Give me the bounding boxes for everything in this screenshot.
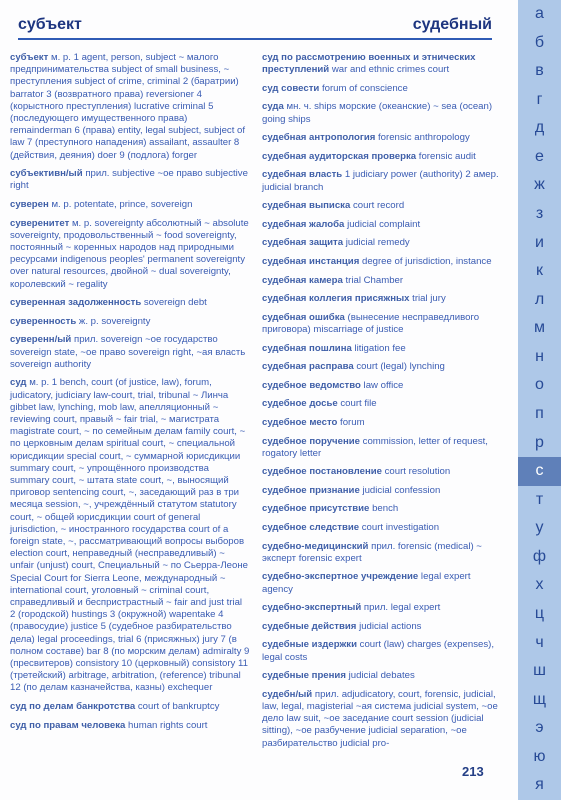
alphabet-tab[interactable]: о [535,376,544,394]
dictionary-entry [262,101,504,125]
entry-definition: degree of jurisdiction, instance [359,255,492,267]
entry-headword: суд по правам человека [10,719,126,731]
entry-definition: прил. subjective ~ое право subjective right [10,168,248,192]
alphabet-tab[interactable]: г [536,90,543,108]
entry-definition: прил. legal expert [361,602,441,614]
entry-definition: ж. р. sovereignty [76,315,151,327]
entry-definition: прил. forensic (medical) ~ эксперт forensic expert [262,540,482,564]
entry-definition: trial jury [409,293,446,305]
entry-headword: субъект [10,52,49,63]
dictionary-entry [262,541,504,565]
entry-definition: court (legal) lynching [353,361,445,373]
entry-definition: м. р. potentate, prince, sovereign [48,199,193,211]
alphabet-tab[interactable]: т [535,490,544,508]
alphabet-tab[interactable]: п [535,405,544,422]
dictionary-entry [262,639,504,663]
dictionary-entry [10,168,250,192]
entry-definition: прил. adjudicatory, court, forensic, judicial, law, legal, magisterial ~ая система judicial system, ~ое дело law suit, ~ое заседание court session (judicial sitting), ~ое разбучение judicial separation, ~ое разбирательство judicial pro- [262,688,498,749]
entry-headword: судебная антропология [262,132,376,144]
entry-headword: суверенитет [10,217,70,229]
entry-definition: прил. sovereign ~ое государство sovereign state, ~ое право sovereign right, ~ая власть sovereign authority [10,334,246,370]
entry-definition: trial Chamber [342,274,404,286]
alphabet-tab[interactable]: в [535,62,544,80]
entry-headword: судебная камера [262,274,343,286]
dictionary-entry [262,522,504,534]
alphabet-tab[interactable]: ф [532,547,547,565]
right-column [262,52,504,756]
dictionary-entry [262,52,504,76]
entry-definition: forensic anthropology [375,132,470,144]
header-last-word: судебный [412,16,492,33]
entry-definition: judicial remedy [343,237,410,249]
alphabet-thumb-index [518,0,561,800]
entry-headword: судебное следствие [262,522,360,534]
entry-definition: forensic audit [416,150,476,162]
alphabet-tab[interactable]: щ [532,690,547,708]
alphabet-tab[interactable]: ю [533,747,546,765]
entry-definition: court of bankruptcy [135,701,220,713]
entry-definition: court resolution [381,466,451,478]
dictionary-entry [262,417,504,429]
entry-definition: м. р. 1 bench, court (of justice, law), forum, judicatory, judiciary law-court, trial, tribunal ~ Линча gibbet law, lynching, mob law, апелляционный ~ reviewing court, правый ~ fair trial, ~ магистрата magistrate court, ~ по семейным делам family court, ~ по церковным делам spiritual court, ~ специальной юрисдикции special court, ~ суммарной юрисдикции summary court, ~ упрощённого производства summary court, ~ штата state court, ~, выносящий приговор sentencing court, ~, заседающий раз в три месяца session, ~, учреждённый статутом statutory court, ~ общей юрисдикции court of general jurisdiction, ~ иностранного государства court of a foreign state, ~, рассматривающий вопросы выборов election court, неправедный (несправедливый) ~ unfair (unjust) court, Специальный ~ по Сьерра-Леоне Special Court for Sierra Leone, международный ~ international court, уголовный ~ criminal court, справедливый и беспристрастный ~ fair and just trial 2 (городской) hustings 3 (окружной) wapentake 4 (правосудие) justice 5 (судебное разбирательство дела) legal proceedings, trial 6 (присяжных) jury 7 (в полном составе) bar 8 (по морским делам) admiralty 9 (пресвитеров) consistory 10 (церковный) consistory 11 (третейский) arbitrage, arbitration, (reference) tribunal 12 (по делам казначейства, казны) exchequer [10,377,250,694]
alphabet-tab[interactable]: р [535,433,544,451]
dictionary-entry [262,689,504,750]
dictionary-entry [10,377,250,694]
alphabet-tab[interactable]: с [518,457,561,486]
entry-definition: forum of conscience [319,82,408,94]
entry-definition: (вынесение несправедливого приговора) miscarriage of justice [262,311,480,335]
dictionary-entry [262,571,504,595]
alphabet-tab[interactable]: б [534,33,545,51]
entry-definition: м. р. 1 agent, person, subject ~ малого предпринимательства subject of small business, ~ преступления subject of crime, criminal 2 (баратрии) barrator 3 (возвратного права) reversioner 4 (корыстного преступления) lucrative criminal 5 (последующего имущественного права) remainderman 6 (права) entity, legal subject, subject of law 7 (преступного нападения) assailant, assaulter 8 (действия, деяния) doer 9 (подлога) forger [10,52,246,161]
entry-headword: судебно-экспертный [262,602,362,614]
dictionary-entry [262,83,504,95]
entry-headword: судебная жалоба [262,218,345,230]
dictionary-entry [262,343,504,355]
dictionary-entry [262,169,504,193]
dictionary-entry [10,297,250,309]
left-column [10,52,250,738]
dictionary-entry [262,151,504,163]
entry-headword: судебная коллегия присяжных [262,293,410,305]
entry-definition: forum [337,416,365,428]
dictionary-entry [262,237,504,249]
entry-definition: judicial complaint [344,218,421,230]
entry-headword: суверенн/ый [10,334,72,346]
entry-headword: суд по рассмотрению военных и этнических преступлений [262,52,476,76]
entry-headword: судебное место [262,416,338,428]
dictionary-entry [10,334,250,371]
entry-definition: court file [337,398,377,410]
alphabet-tab[interactable]: х [535,576,544,594]
dictionary-entry [262,312,504,336]
entry-headword: суверен [10,199,49,211]
alphabet-tab[interactable]: д [534,119,545,137]
dictionary-entry [10,701,250,713]
alphabet-tab[interactable]: м [534,319,545,337]
alphabet-tab[interactable]: у [535,519,544,537]
dictionary-entry [10,52,250,162]
entry-definition: judicial actions [356,620,422,632]
entry-headword: судебная аудиторская проверка [262,150,417,162]
entry-definition: 1 judiciary power (authority) 2 амер. judicial branch [262,169,499,193]
entry-headword: суд по делам банкротства [10,701,136,713]
header-first-word: субъект [18,16,82,33]
dictionary-entry [262,219,504,231]
dictionary-entry [262,503,504,515]
dictionary-entry [10,199,250,211]
entry-headword: судебное присутствие [262,503,370,515]
dictionary-entry [262,132,504,144]
entry-definition: human rights court [125,719,208,731]
entry-definition: war and ethnic crimes court [329,64,450,76]
entry-headword: суда [262,101,284,113]
entry-definition: judicial confession [359,484,441,496]
dictionary-entry [10,720,250,732]
entry-definition: litigation fee [351,342,406,354]
dictionary-entry [262,275,504,287]
entry-definition: commission, letter of request, rogatory letter [262,435,488,459]
entry-headword: суверенность [10,315,77,327]
entry-definition: мн. ч. ships морские (океанские) ~ sea (ocean) going ships [262,101,493,125]
entry-headword: судебная выписка [262,200,351,212]
alphabet-tab[interactable]: ш [533,662,546,680]
dictionary-entry [10,316,250,328]
alphabet-tab[interactable]: н [535,347,544,365]
dictionary-entry [262,485,504,497]
dictionary-entry [262,380,504,392]
entry-headword: судебная расправа [262,361,354,373]
alphabet-tab[interactable]: я [535,776,544,794]
entry-headword: судебн/ый [262,688,313,700]
entry-definition: court (law) charges (expenses), legal costs [262,639,495,663]
dictionary-entry [262,670,504,682]
entry-definition: court record [350,200,405,212]
dictionary-entry [262,361,504,373]
entry-headword: судебное постановление [262,466,382,478]
entry-definition: sovereign debt [141,297,207,309]
entry-definition: law office [360,379,404,391]
entry-definition: м. р. sovereignty абсолютный ~ absolute sovereignty, продовольственный ~ food sovereignty, постоянный ~ коренных народов над природными ресурсами indigenous peoples' permanent sovereignty over natural resources, двойной ~ dual sovereignty, королевский ~ regality [10,217,249,290]
entry-headword: судебные издержки [262,639,357,651]
entry-headword: суд совести [262,82,320,94]
alphabet-tab[interactable]: э [535,719,544,737]
page-number: 213 [462,764,484,779]
dictionary-entry [262,200,504,212]
entry-definition: bench [369,503,399,515]
alphabet-tab[interactable]: ж [534,176,545,194]
entry-definition: legal expert agency [262,571,471,595]
dictionary-entry [262,436,504,460]
dictionary-entry [262,602,504,614]
entry-headword: судебная ошибка [262,311,345,323]
entry-headword: судебные действия [262,620,357,632]
entry-headword: судебно-медицинский [262,540,369,552]
entry-headword: субъективн/ый [10,168,83,180]
alphabet-tab[interactable]: л [534,290,545,308]
entry-headword: судебное поручение [262,435,360,447]
entry-definition: court investigation [359,522,440,534]
entry-headword: судебная пошлина [262,342,352,354]
entry-headword: судебное ведомство [262,379,361,391]
entry-headword: судебная власть [262,169,343,181]
dictionary-entry [262,466,504,478]
entry-headword: судебная инстанция [262,255,360,267]
entry-headword: суверенная задолженность [10,297,142,309]
dictionary-entry [262,621,504,633]
alphabet-tab[interactable]: е [535,147,544,165]
alphabet-tab[interactable]: и [535,233,544,251]
dictionary-entry [10,218,250,291]
entry-headword: судебная защита [262,237,344,249]
dictionary-entry [262,256,504,268]
dictionary-entry [262,398,504,410]
entry-headword: судебные прения [262,670,346,682]
running-header [18,14,492,40]
entry-headword: судебное признание [262,484,360,496]
entry-headword: судебно-экспертное учреждение [262,571,419,583]
entry-definition: judicial debates [345,670,415,682]
alphabet-tab[interactable]: ц [534,605,545,622]
alphabet-tab[interactable]: к [536,262,543,280]
alphabet-tab[interactable]: з [535,205,544,222]
entry-headword: суд [10,377,27,389]
alphabet-tab[interactable]: а [535,5,544,22]
entry-headword: судебное досье [262,398,338,410]
alphabet-tab[interactable]: ч [535,633,544,651]
dictionary-entry [262,293,504,305]
